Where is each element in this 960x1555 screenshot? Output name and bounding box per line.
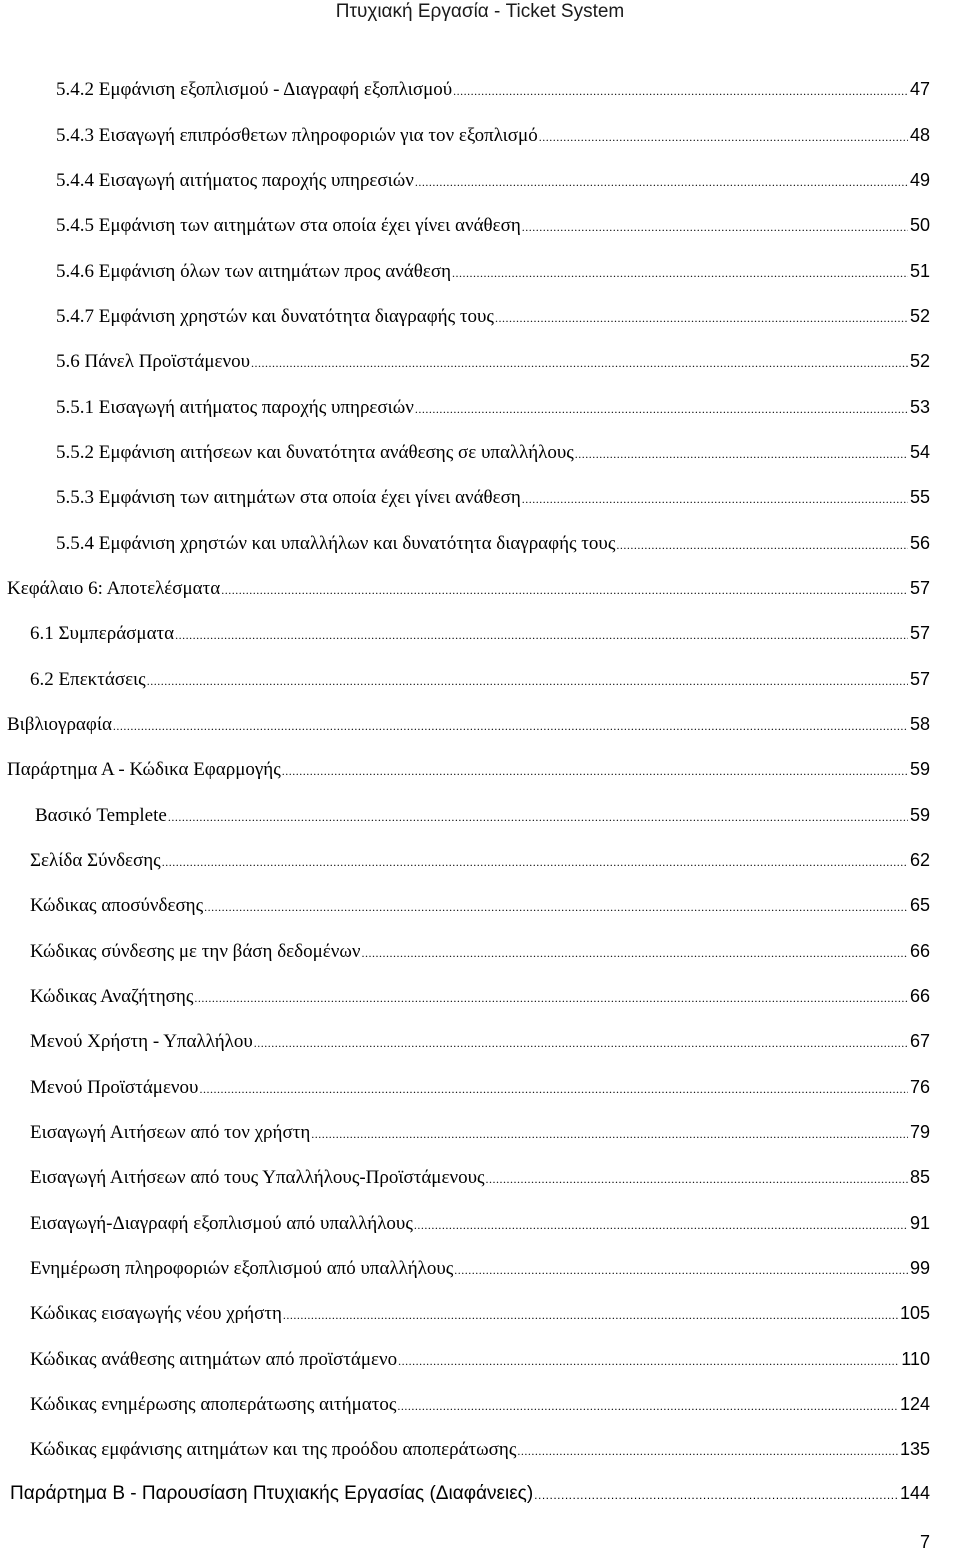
toc-dot-leader <box>452 258 908 288</box>
toc-entry[interactable] <box>7 573 930 603</box>
toc-entry-page: 50 <box>909 215 930 235</box>
toc-entry[interactable] <box>30 981 930 1011</box>
toc-dot-leader <box>254 1028 908 1058</box>
toc-entry-title: Κώδικας σύνδεσης με την βάση δεδομένων <box>30 941 361 962</box>
toc-dot-leader <box>539 122 908 152</box>
toc-dot-leader <box>311 1119 908 1149</box>
toc-entry-title: Κώδικας Αναζήτησης <box>30 986 194 1007</box>
page-number: 7 <box>919 1532 930 1552</box>
toc-entry[interactable] <box>30 1253 930 1283</box>
toc-entry-page: 57 <box>909 669 930 689</box>
toc-entry-page: 67 <box>909 1031 930 1051</box>
toc-entry-page: 55 <box>909 487 930 507</box>
toc-entry[interactable] <box>56 437 930 467</box>
toc-entry-title: Σελίδα Σύνδεσης <box>30 850 161 871</box>
toc-dot-leader <box>534 1480 898 1510</box>
toc-dot-leader <box>221 575 908 605</box>
toc-entry-title: Παράρτημα Β - Παρουσίαση Πτυχιακής Εργασίας (Διαφάνειες) <box>10 1483 534 1504</box>
toc-entry[interactable] <box>56 392 930 422</box>
toc-dot-leader <box>453 76 908 106</box>
toc-entry[interactable] <box>30 890 930 920</box>
toc-entry-page: 48 <box>909 125 930 145</box>
toc-entry[interactable] <box>30 664 930 694</box>
toc-entry-page: 51 <box>909 261 930 281</box>
toc-entry-title: Εισαγωγή Αιτήσεων από τους Υπαλλήλους-Προϊστάμενους <box>30 1167 485 1188</box>
toc-entry-title: 6.1 Συμπεράσματα <box>30 623 175 644</box>
toc-entry[interactable] <box>56 165 930 195</box>
toc-entry[interactable] <box>10 1478 930 1508</box>
toc-entry-page: 65 <box>909 895 930 915</box>
toc-entry[interactable] <box>56 528 930 558</box>
toc-entry-title: 5.4.2 Εμφάνιση εξοπλισμού - Διαγραφή εξοπλισμού <box>56 79 453 100</box>
toc-entry-page: 52 <box>909 306 930 326</box>
toc-entry-title: Κεφάλαιο 6: Αποτελέσματα <box>7 578 221 599</box>
toc-entry-page: 59 <box>909 759 930 779</box>
toc-entry-page: 59 <box>909 805 930 825</box>
toc-dot-leader <box>113 711 908 741</box>
toc-dot-leader <box>398 1346 899 1376</box>
toc-entry[interactable] <box>30 1162 930 1192</box>
toc-entry-title: Εισαγωγή-Διαγραφή εξοπλισμού από υπαλλήλους <box>30 1213 413 1234</box>
toc-entry-title: Κώδικας εισαγωγής νέου χρήστη <box>30 1303 282 1324</box>
toc-entry-title: Μενού Προϊστάμενου <box>30 1077 199 1098</box>
toc-entry-title: Μενού Χρήστη - Υπαλλήλου <box>30 1031 253 1052</box>
toc-entry[interactable] <box>7 754 930 784</box>
toc-entry-page: 105 <box>899 1303 930 1323</box>
toc-entry-title: 5.5.1 Εισαγωγή αιτήματος παροχής υπηρεσιών <box>56 397 414 418</box>
toc-dot-leader <box>415 394 908 424</box>
toc-entry-page: 52 <box>909 351 930 371</box>
toc-entry[interactable] <box>30 845 930 875</box>
toc-entry-page: 124 <box>899 1394 930 1414</box>
toc-dot-leader <box>454 1255 908 1285</box>
toc-entry[interactable] <box>56 74 930 104</box>
toc-dot-leader <box>175 620 908 650</box>
toc-entry-title: Εισαγωγή Αιτήσεων από τον χρήστη <box>30 1122 311 1143</box>
toc-entry-title: 5.4.7 Εμφάνιση χρηστών και δυνατότητα διαγραφής τους <box>56 306 494 327</box>
toc-dot-leader <box>397 1391 898 1421</box>
toc-dot-leader <box>517 1436 898 1466</box>
toc-dot-leader <box>522 484 908 514</box>
toc-entry-page: 54 <box>909 442 930 462</box>
toc-entry[interactable] <box>56 120 930 150</box>
toc-dot-leader <box>495 303 908 333</box>
toc-entry-title: 5.4.5 Εμφάνιση των αιτημάτων στα οποία έχει γίνει ανάθεση <box>56 215 521 236</box>
toc-entry-page: 85 <box>909 1167 930 1187</box>
toc-entry-page: 135 <box>899 1439 930 1459</box>
toc-entry[interactable] <box>56 346 930 376</box>
toc-entry[interactable] <box>30 1344 930 1374</box>
toc-dot-leader <box>194 983 908 1013</box>
toc-dot-leader <box>575 439 908 469</box>
toc-dot-leader <box>522 212 908 242</box>
toc-entry[interactable] <box>30 1298 930 1328</box>
toc-entry-page: 49 <box>909 170 930 190</box>
toc-entry-title: Βασικό Templete <box>35 805 167 826</box>
toc-entry[interactable] <box>56 256 930 286</box>
toc-dot-leader <box>199 1074 908 1104</box>
toc-entry-title: 5.6 Πάνελ Προϊστάμενου <box>56 351 251 372</box>
toc-entry-page: 53 <box>909 397 930 417</box>
toc-entry-title: 5.4.3 Εισαγωγή επιπρόσθετων πληροφοριών για τον εξοπλισμό <box>56 125 538 146</box>
toc-entry-title: Βιβλιογραφία <box>7 714 112 735</box>
toc-entry-title: Παράρτημα Α - Κώδικα Εφαρμογής <box>7 759 281 780</box>
toc-entry-page: 47 <box>909 79 930 99</box>
toc-entry-title: Κώδικας ανάθεσης αιτημάτων από προϊστάμενο <box>30 1349 398 1370</box>
toc-dot-leader <box>414 1210 908 1240</box>
toc-entry[interactable] <box>30 1434 930 1464</box>
toc-entry-title: Κώδικας αποσύνδεσης <box>30 895 204 916</box>
toc-entry-title: Κώδικας ενημέρωσης αποπεράτωσης αιτήματος <box>30 1394 397 1415</box>
toc-entry-page: 144 <box>899 1483 930 1503</box>
toc-dot-leader <box>486 1164 908 1194</box>
toc-dot-leader <box>162 847 908 877</box>
toc-entry-title: 6.2 Επεκτάσεις <box>30 669 146 690</box>
toc-entry[interactable] <box>30 936 930 966</box>
toc-entry-page: 62 <box>909 850 930 870</box>
toc-entry[interactable] <box>30 1208 930 1238</box>
toc-entry-page: 110 <box>901 1349 930 1369</box>
toc-entry[interactable] <box>56 482 930 512</box>
toc-entry-title: 5.5.3 Εμφάνιση των αιτημάτων στα οποία έχει γίνει ανάθεση <box>56 487 521 508</box>
toc-entry-page: 66 <box>909 941 930 961</box>
toc-entry[interactable] <box>30 1072 930 1102</box>
toc-entry-title: Ενημέρωση πληροφοριών εξοπλισμού από υπαλλήλους <box>30 1258 454 1279</box>
toc-entry-page: 99 <box>909 1258 930 1278</box>
toc-dot-leader <box>415 167 908 197</box>
toc-entry-page: 58 <box>909 714 930 734</box>
toc-entry[interactable] <box>30 1026 930 1056</box>
toc-entry-page: 76 <box>909 1077 930 1097</box>
toc-dot-leader <box>361 938 908 968</box>
toc-entry[interactable] <box>56 301 930 331</box>
toc-entry[interactable] <box>30 1389 930 1419</box>
toc-entry-page: 57 <box>909 623 930 643</box>
toc-dot-leader <box>283 1300 898 1330</box>
toc-entry-page: 66 <box>909 986 930 1006</box>
toc-dot-leader <box>282 756 908 786</box>
toc-dot-leader <box>204 892 908 922</box>
toc-entry-title: 5.4.4 Εισαγωγή αιτήματος παροχής υπηρεσιών <box>56 170 414 191</box>
toc-entry-page: 79 <box>909 1122 930 1142</box>
toc-entry-page: 91 <box>909 1213 930 1233</box>
toc-entry-title: 5.5.2 Εμφάνιση αιτήσεων και δυνατότητα ανάθεσης σε υπαλλήλους <box>56 442 574 463</box>
toc-dot-leader <box>251 348 908 378</box>
toc-dot-leader <box>168 802 908 832</box>
toc-entry-title: 5.4.6 Εμφάνιση όλων των αιτημάτων προς ανάθεση <box>56 261 452 282</box>
toc-entry-page: 56 <box>909 533 930 553</box>
toc-entry[interactable] <box>7 709 930 739</box>
toc-entry[interactable] <box>35 800 930 830</box>
toc-dot-leader <box>616 530 908 560</box>
toc-entry[interactable] <box>30 1117 930 1147</box>
running-header: Πτυχιακή Εργασία - Ticket System <box>335 1 625 22</box>
toc-entry-title: 5.5.4 Εμφάνιση χρηστών και υπαλλήλων και δυνατότητα διαγραφής τους <box>56 533 616 554</box>
toc-entry-title: Κώδικας εμφάνισης αιτημάτων και της προόδου αποπεράτωσης <box>30 1439 517 1460</box>
toc-dot-leader <box>147 666 908 696</box>
toc-entry-page: 57 <box>909 578 930 598</box>
toc-entry[interactable] <box>30 618 930 648</box>
toc-entry[interactable] <box>56 210 930 240</box>
